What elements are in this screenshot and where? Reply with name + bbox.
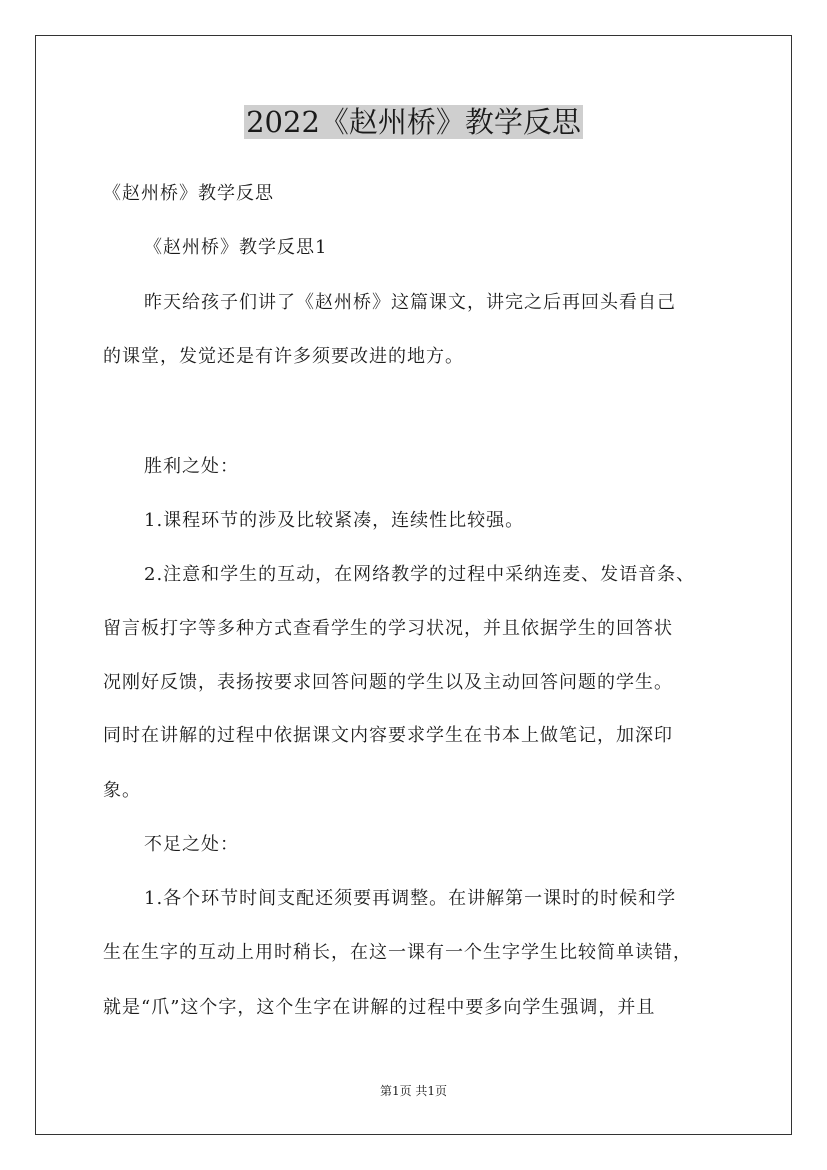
doc-subtitle: 《赵州桥》教学反思 bbox=[103, 183, 274, 204]
subheading-strengths: 胜利之处： bbox=[144, 456, 239, 477]
paragraph-line: 就是“爪”这个字，这个生字在讲解的过程中要多向学生强调，并且 bbox=[103, 997, 656, 1018]
paragraph-line: 象。 bbox=[103, 780, 141, 801]
paragraph-line: 1.各个环节时间支配还须要再调整。在讲解第一课时的时候和学 bbox=[144, 888, 677, 909]
document-title-text: 2022《赵州桥》教学反思 bbox=[246, 105, 581, 139]
paragraph-line: 2.注意和学生的互动，在网络教学的过程中采纳连麦、发语音条、 bbox=[144, 564, 696, 585]
paragraph-line: 同时在讲解的过程中依据课文内容要求学生在书本上做笔记，加深印 bbox=[103, 725, 673, 746]
paragraph-line: 生在生字的互动上用时稍长，在这一课有一个生字学生比较简单读错， bbox=[103, 942, 692, 963]
paragraph-line: 的课堂，发觉还是有许多须要改进的地方。 bbox=[103, 346, 464, 367]
paragraph-line: 1.课程环节的涉及比较紧凑，连续性比较强。 bbox=[144, 510, 525, 531]
paragraph-line: 昨天给孩子们讲了《赵州桥》这篇课文，讲完之后再回头看自己 bbox=[144, 292, 676, 313]
paragraph-line: 况刚好反馈，表扬按要求回答问题的学生以及主动回答问题的学生。 bbox=[103, 672, 673, 693]
paragraph-line: 留言板打字等多种方式查看学生的学习状况，并且依据学生的回答状 bbox=[103, 618, 673, 639]
page-footer: 第1页 共1页 bbox=[379, 1084, 448, 1098]
section-heading: 《赵州桥》教学反思1 bbox=[144, 237, 328, 258]
document-title bbox=[0, 102, 827, 142]
subheading-weaknesses: 不足之处： bbox=[144, 834, 239, 855]
